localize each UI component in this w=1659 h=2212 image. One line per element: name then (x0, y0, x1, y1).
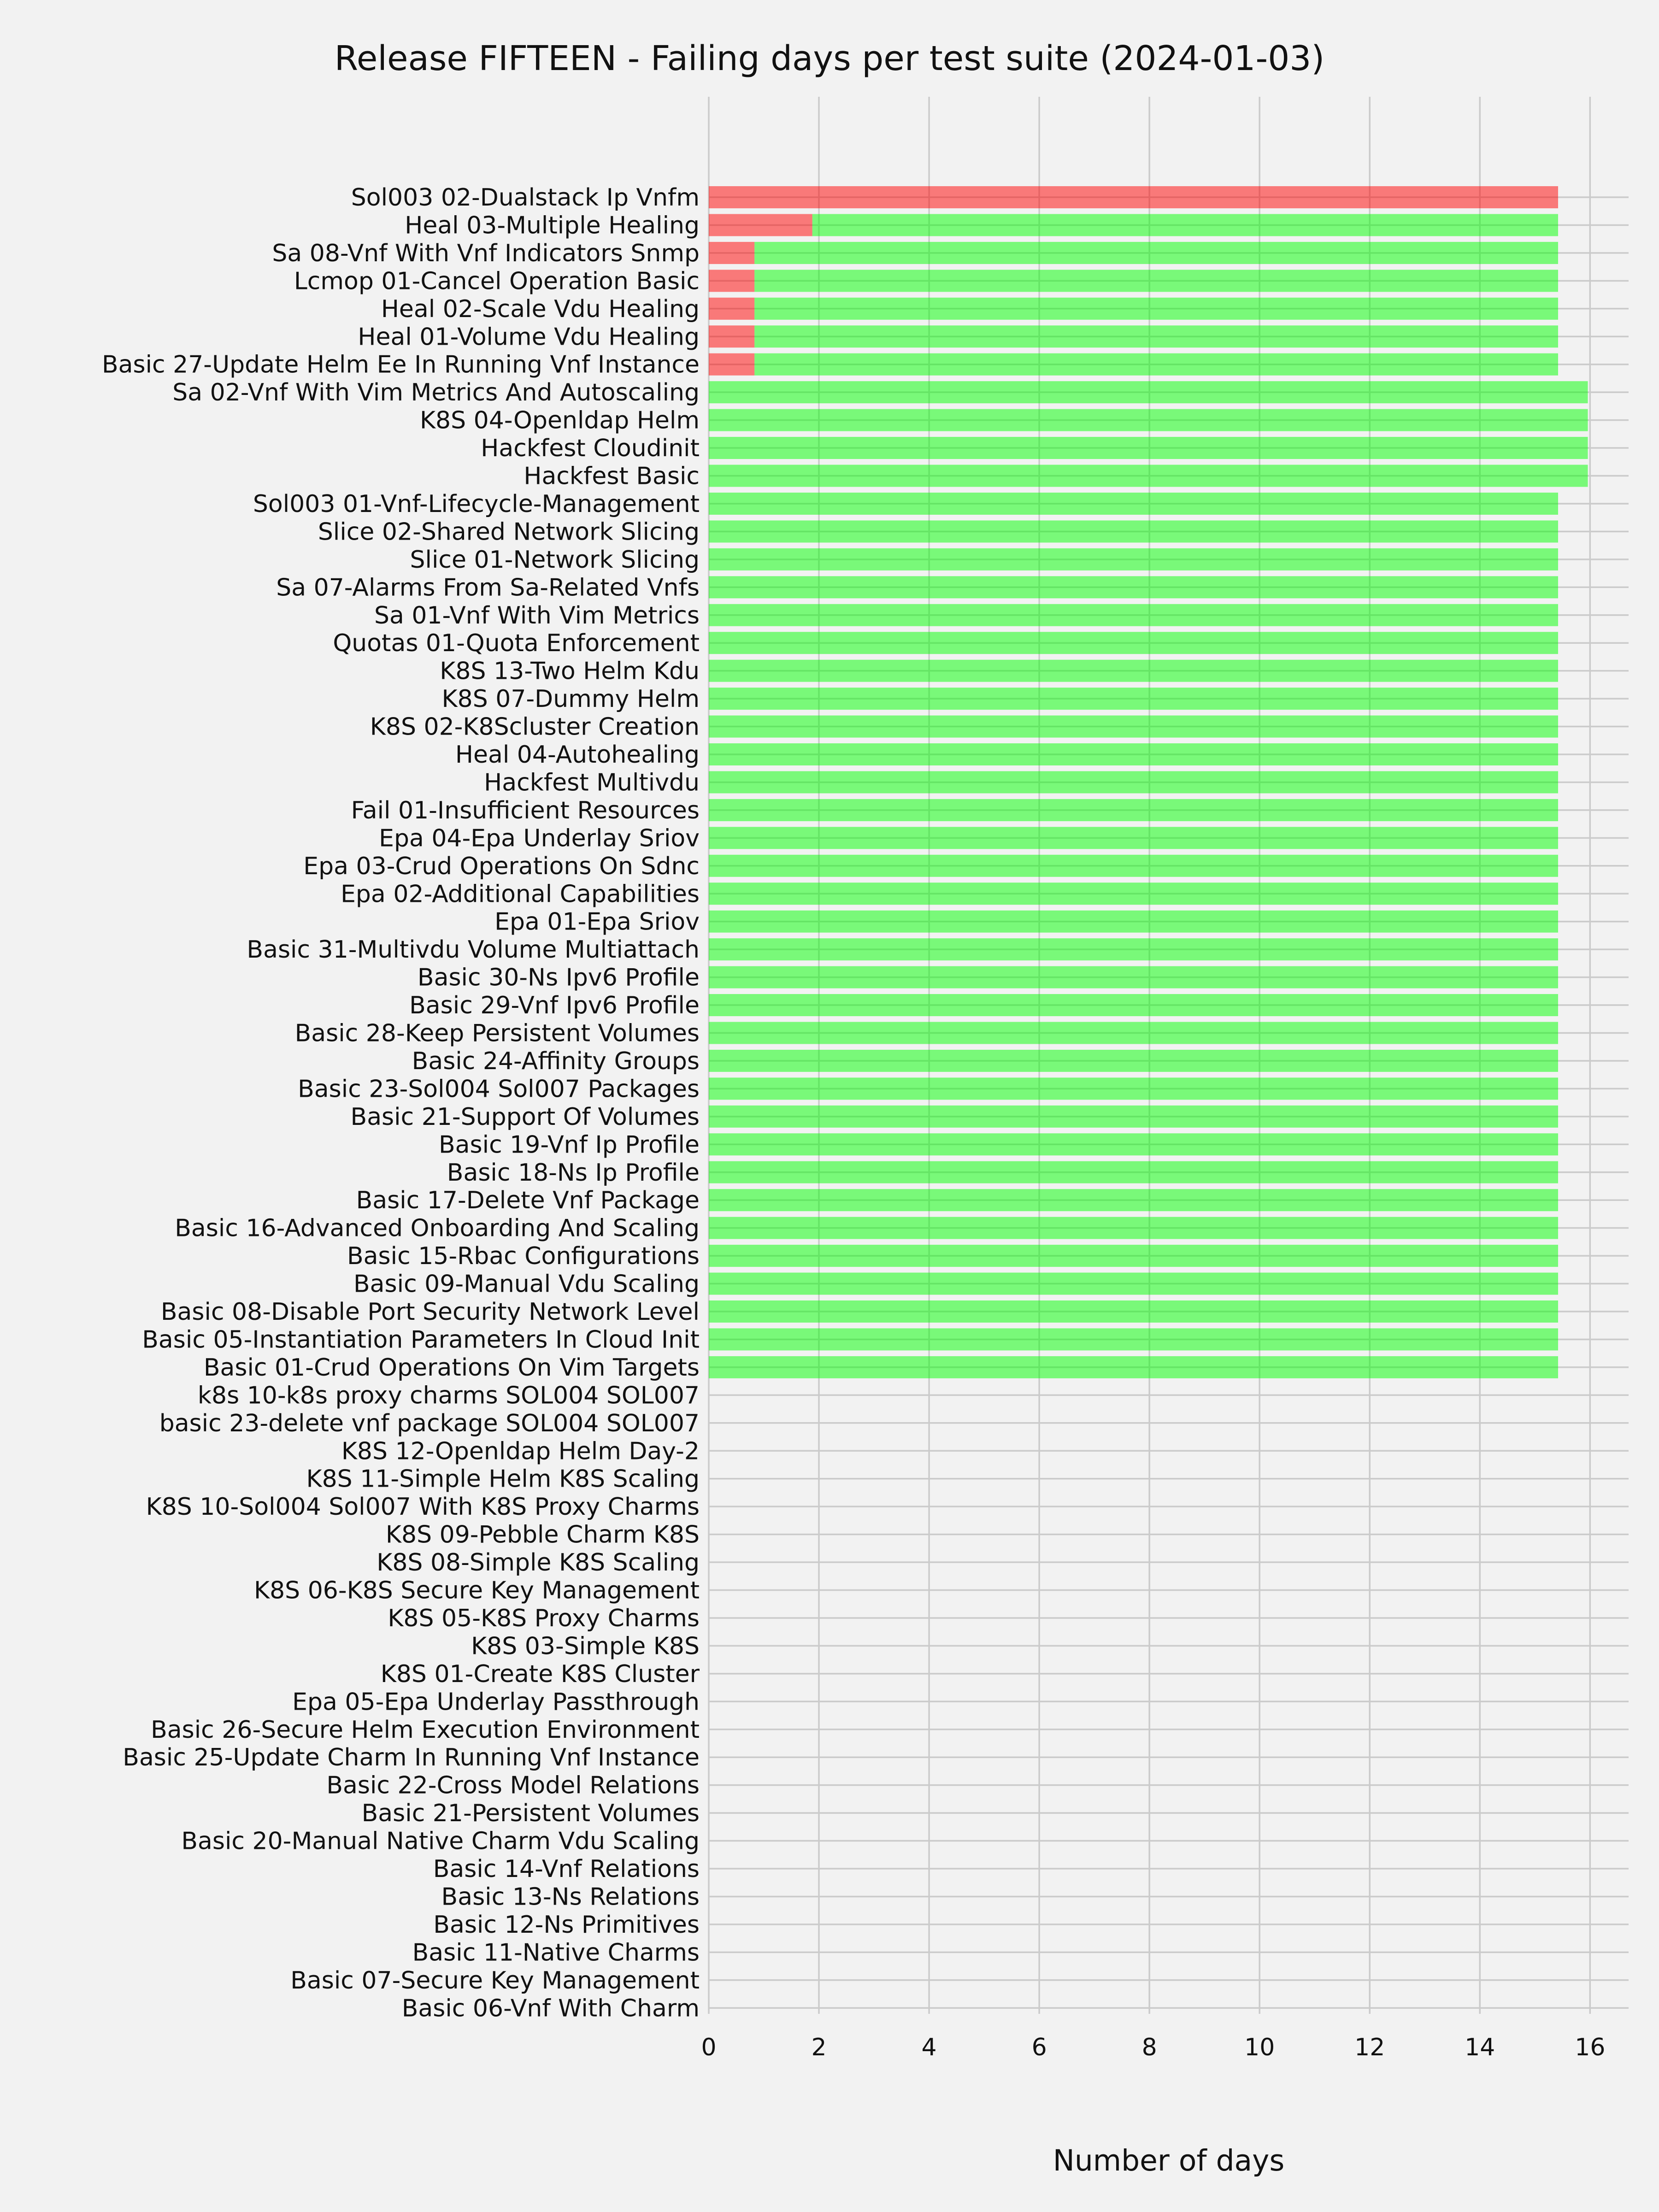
category-label: Basic 07-Secure Key Management (290, 1966, 700, 1994)
bar-passing-days (709, 1300, 1558, 1323)
category-label: Basic 08-Disable Port Security Network Level (160, 1298, 700, 1326)
category-label: Basic 29-Vnf Ipv6 Profile (409, 992, 700, 1020)
bar-passing-days (709, 1328, 1558, 1350)
bar-passing-days (709, 966, 1558, 988)
bar-passing-days (709, 1273, 1558, 1295)
category-label: Heal 04-Autohealing (455, 741, 700, 769)
x-tick-label: 6 (1031, 2034, 1047, 2061)
bar-failing-days (709, 214, 812, 236)
category-label: Basic 19-Vnf Ip Profile (438, 1131, 700, 1159)
bar-passing-days (709, 1356, 1558, 1378)
bar-passing-days (709, 938, 1558, 960)
category-label: k8s 10-k8s proxy charms SOL004 SOL007 (197, 1382, 700, 1410)
category-label: K8S 01-Create K8S Cluster (380, 1660, 700, 1688)
bar-passing-days (709, 911, 1558, 933)
bar-passing-days (709, 882, 1558, 905)
category-label: Sa 02-Vnf With Vim Metrics And Autoscaling (172, 379, 700, 407)
bar-passing-days (754, 242, 1558, 264)
bar-passing-days (754, 325, 1558, 347)
category-label: Basic 17-Delete Vnf Package (356, 1187, 700, 1215)
category-label: Heal 02-Scale Vdu Healing (381, 295, 700, 323)
category-label: Quotas 01-Quota Enforcement (333, 629, 700, 658)
category-label: Basic 30-Ns Ipv6 Profile (417, 964, 700, 992)
bars (709, 186, 1588, 1378)
bar-passing-days (709, 688, 1558, 710)
category-label: Basic 28-Keep Persistent Volumes (294, 1019, 700, 1047)
bar-passing-days (709, 576, 1558, 598)
x-tick-label: 8 (1141, 2034, 1157, 2061)
bar-passing-days (709, 771, 1558, 793)
bar-passing-days (709, 520, 1558, 542)
category-label: K8S 08-Simple K8S Scaling (377, 1549, 700, 1577)
category-label: Sa 08-Vnf With Vnf Indicators Snmp (272, 239, 700, 267)
x-tick-label: 10 (1244, 2034, 1275, 2061)
category-label: Basic 13-Ns Relations (441, 1883, 700, 1911)
category-label: Slice 02-Shared Network Slicing (318, 518, 700, 546)
bar-failing-days (709, 186, 1558, 208)
bar-passing-days (709, 409, 1588, 431)
bar-failing-days (709, 325, 754, 347)
bar-passing-days (754, 270, 1558, 292)
category-label: Basic 15-Rbac Configurations (347, 1242, 700, 1271)
bar-passing-days (709, 465, 1588, 487)
bar-passing-days (709, 1106, 1558, 1128)
category-label: Basic 23-Sol004 Sol007 Packages (298, 1075, 700, 1103)
category-label: Basic 21-Persistent Volumes (361, 1800, 700, 1828)
category-label: Epa 03-Crud Operations On Sdnc (303, 852, 700, 880)
category-label: basic 23-delete vnf package SOL004 SOL007 (159, 1409, 700, 1437)
bar-failing-days (709, 353, 754, 376)
bar-passing-days (709, 437, 1588, 459)
bar-passing-days (709, 381, 1588, 403)
chart-title: Release FIFTEEN - Failing days per test suite (2024-01-03) (334, 39, 1325, 78)
bar-passing-days (812, 214, 1558, 236)
category-label: Sa 07-Alarms From Sa-Related Vnfs (276, 574, 700, 602)
bar-passing-days (709, 1161, 1558, 1183)
category-label: Sa 01-Vnf With Vim Metrics (374, 601, 700, 629)
x-tick-label: 12 (1354, 2034, 1385, 2061)
category-label: Basic 20-Manual Native Charm Vdu Scaling (181, 1827, 700, 1855)
category-label: K8S 02-K8Scluster Creation (370, 713, 700, 741)
category-label: Epa 01-Epa Sriov (494, 908, 700, 936)
category-label: Lcmop 01-Cancel Operation Basic (294, 267, 700, 295)
bar-passing-days (709, 1022, 1558, 1044)
bar-passing-days (709, 1133, 1558, 1155)
category-label: Basic 05-Instantiation Parameters In Cloud Init (142, 1326, 700, 1354)
category-label: K8S 13-Two Helm Kdu (440, 657, 700, 685)
category-label: K8S 11-Simple Helm K8S Scaling (306, 1465, 700, 1493)
bar-passing-days (754, 298, 1558, 320)
x-tick-label: 2 (811, 2034, 827, 2061)
category-label: K8S 10-Sol004 Sol007 With K8S Proxy Charms (146, 1493, 700, 1521)
category-label: Basic 12-Ns Primitives (433, 1911, 700, 1939)
bar-passing-days (709, 994, 1558, 1016)
bar-passing-days (709, 855, 1558, 877)
bar-passing-days (709, 1245, 1558, 1267)
bar-failing-days (709, 242, 754, 264)
category-label: Hackfest Cloudinit (481, 435, 700, 463)
category-label: Sol003 01-Vnf-Lifecycle-Management (253, 490, 700, 518)
category-label: Epa 05-Epa Underlay Passthrough (292, 1688, 700, 1716)
category-label: Basic 25-Update Charm In Running Vnf Instance (123, 1744, 700, 1772)
bar-passing-days (709, 743, 1558, 765)
bar-passing-days (709, 604, 1558, 626)
category-label: K8S 04-Openldap Helm (419, 406, 700, 435)
category-label: Basic 09-Manual Vdu Scaling (353, 1270, 700, 1298)
category-label: Basic 31-Multivdu Volume Multiattach (247, 936, 700, 964)
category-label: Basic 16-Advanced Onboarding And Scaling (175, 1214, 700, 1242)
bar-passing-days (709, 799, 1558, 821)
bar-failing-days (709, 270, 754, 292)
bar-passing-days (709, 1050, 1558, 1072)
x-tick-label: 16 (1575, 2034, 1606, 2061)
category-label: Basic 06-Vnf With Charm (401, 1994, 700, 2023)
category-label: Heal 01-Volume Vdu Healing (358, 323, 700, 351)
category-label: Basic 14-Vnf Relations (433, 1855, 700, 1883)
x-tick-label: 14 (1465, 2034, 1495, 2061)
category-label: Epa 04-Epa Underlay Sriov (379, 824, 700, 853)
x-tick-label: 0 (701, 2034, 717, 2061)
category-label: Fail 01-Insufficient Resources (351, 796, 700, 824)
bar-passing-days (709, 493, 1558, 515)
bar-passing-days (709, 827, 1558, 849)
category-label: Sol003 02-Dualstack Ip Vnfm (351, 184, 700, 212)
category-label: Basic 24-Affinity Groups (412, 1047, 700, 1075)
category-label: Hackfest Multivdu (484, 769, 700, 797)
category-label: K8S 07-Dummy Helm (441, 685, 700, 713)
category-label: Basic 22-Cross Model Relations (326, 1771, 700, 1800)
bar-passing-days (709, 716, 1558, 738)
x-axis-label: Number of days (1053, 2144, 1285, 2177)
category-label: Slice 01-Network Slicing (410, 546, 700, 574)
category-label: K8S 05-K8S Proxy Charms (388, 1604, 700, 1632)
bar-failing-days (709, 298, 754, 320)
category-label: K8S 09-Pebble Charm K8S (385, 1521, 700, 1549)
category-label: Basic 01-Crud Operations On Vim Targets (203, 1353, 700, 1382)
category-label: Basic 18-Ns Ip Profile (447, 1159, 700, 1187)
bar-passing-days (709, 1077, 1558, 1100)
bar-passing-days (709, 548, 1558, 571)
category-label: Hackfest Basic (524, 462, 700, 490)
category-label: Basic 11-Native Charms (412, 1939, 700, 1967)
x-tick-label: 4 (921, 2034, 937, 2061)
category-label: Basic 27-Update Helm Ee In Running Vnf Instance (101, 351, 700, 379)
category-label: Heal 03-Multiple Healing (405, 212, 700, 240)
bar-passing-days (709, 1189, 1558, 1211)
category-label: K8S 03-Simple K8S (471, 1632, 700, 1660)
bar-passing-days (709, 632, 1558, 654)
category-label: Basic 21-Support Of Volumes (350, 1103, 700, 1131)
bar-passing-days (709, 660, 1558, 682)
bar-passing-days (709, 1217, 1558, 1239)
category-label: Basic 26-Secure Helm Execution Environment (151, 1716, 700, 1744)
bar-passing-days (754, 353, 1558, 376)
category-label: K8S 06-K8S Secure Key Management (253, 1577, 700, 1605)
category-label: K8S 12-Openldap Helm Day-2 (341, 1437, 700, 1465)
category-label: Epa 02-Additional Capabilities (341, 880, 700, 908)
